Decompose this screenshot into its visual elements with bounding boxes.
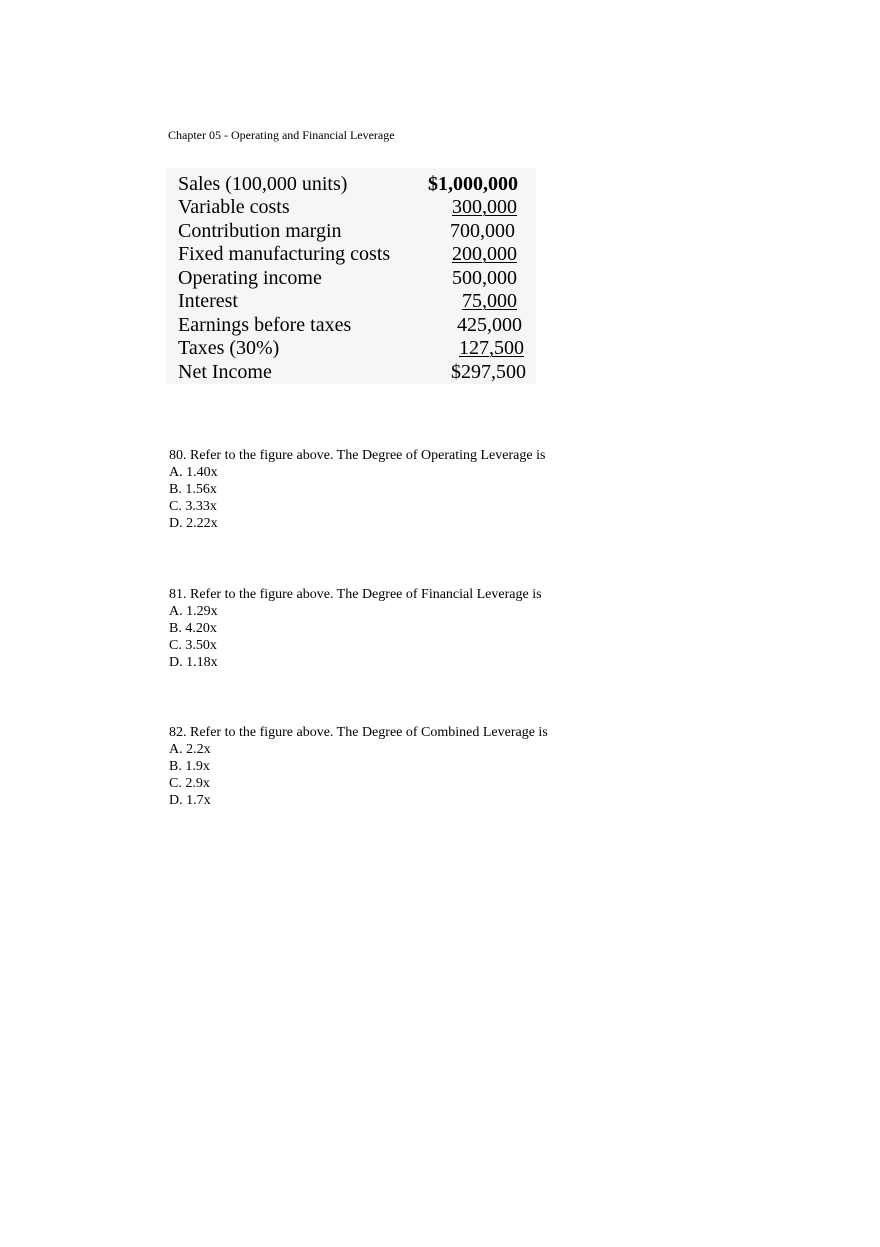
figure-row-value: 500,000 [452, 267, 517, 289]
answer-choice: A. 1.40x [169, 465, 218, 480]
figure-row-label: Net Income [178, 361, 272, 383]
question-stem: 80. Refer to the figure above. The Degree of Operating Leverage is [169, 448, 546, 463]
answer-choice: A. 2.2x [169, 742, 211, 757]
figure-row-taxes [166, 336, 536, 360]
figure-row-value: 127,500 [459, 337, 524, 359]
figure-row-value: 200,000 [452, 243, 517, 265]
figure-row-label: Operating income [178, 267, 322, 289]
figure-row-value: $1,000,000 [428, 173, 518, 195]
figure-row-label: Interest [178, 290, 238, 312]
figure-row-label: Taxes (30%) [178, 337, 280, 359]
figure-row-variable-costs [166, 195, 536, 219]
answer-choice: A. 1.29x [169, 604, 218, 619]
figure-row-label: Earnings before taxes [178, 314, 352, 336]
answer-choice: B. 4.20x [169, 621, 217, 636]
figure-row-operating-income [166, 266, 536, 290]
question-81 [169, 586, 542, 671]
figure-row-value: 300,000 [452, 196, 517, 218]
question-80 [169, 447, 545, 532]
answer-choice: B. 1.56x [169, 482, 217, 497]
figure-row-value: 425,000 [457, 314, 522, 336]
question-stem: 81. Refer to the figure above. The Degree of Financial Leverage is [169, 587, 542, 602]
figure-row-label: Contribution margin [178, 220, 342, 242]
answer-choice: D. 2.22x [169, 516, 218, 531]
answer-choice: D. 1.18x [169, 655, 218, 670]
answer-choice: D. 1.7x [169, 793, 211, 808]
answer-choice: C. 2.9x [169, 776, 210, 791]
figure-row-sales [166, 172, 536, 196]
page-header: Chapter 05 - Operating and Financial Leverage [168, 128, 395, 142]
figure-row-earnings-before-taxes [166, 313, 536, 337]
figure-row-label: Variable costs [178, 196, 290, 218]
answer-choice: B. 1.9x [169, 759, 210, 774]
question-82 [169, 724, 548, 809]
question-stem: 82. Refer to the figure above. The Degree of Combined Leverage is [169, 725, 548, 740]
answer-choice: C. 3.50x [169, 638, 217, 653]
figure-row-value: $297,500 [451, 361, 526, 383]
figure-row-label: Fixed manufacturing costs [178, 243, 391, 265]
answer-choice: C. 3.33x [169, 499, 217, 514]
income-statement-figure [166, 168, 536, 384]
figure-row-interest [166, 289, 536, 313]
figure-row-value: 700,000 [450, 220, 515, 242]
figure-row-value: 75,000 [462, 290, 517, 312]
figure-row-label: Sales (100,000 units) [178, 173, 348, 195]
figure-row-fixed-costs [166, 242, 536, 266]
figure-row-net-income [166, 360, 536, 384]
figure-row-contribution-margin [166, 219, 536, 243]
